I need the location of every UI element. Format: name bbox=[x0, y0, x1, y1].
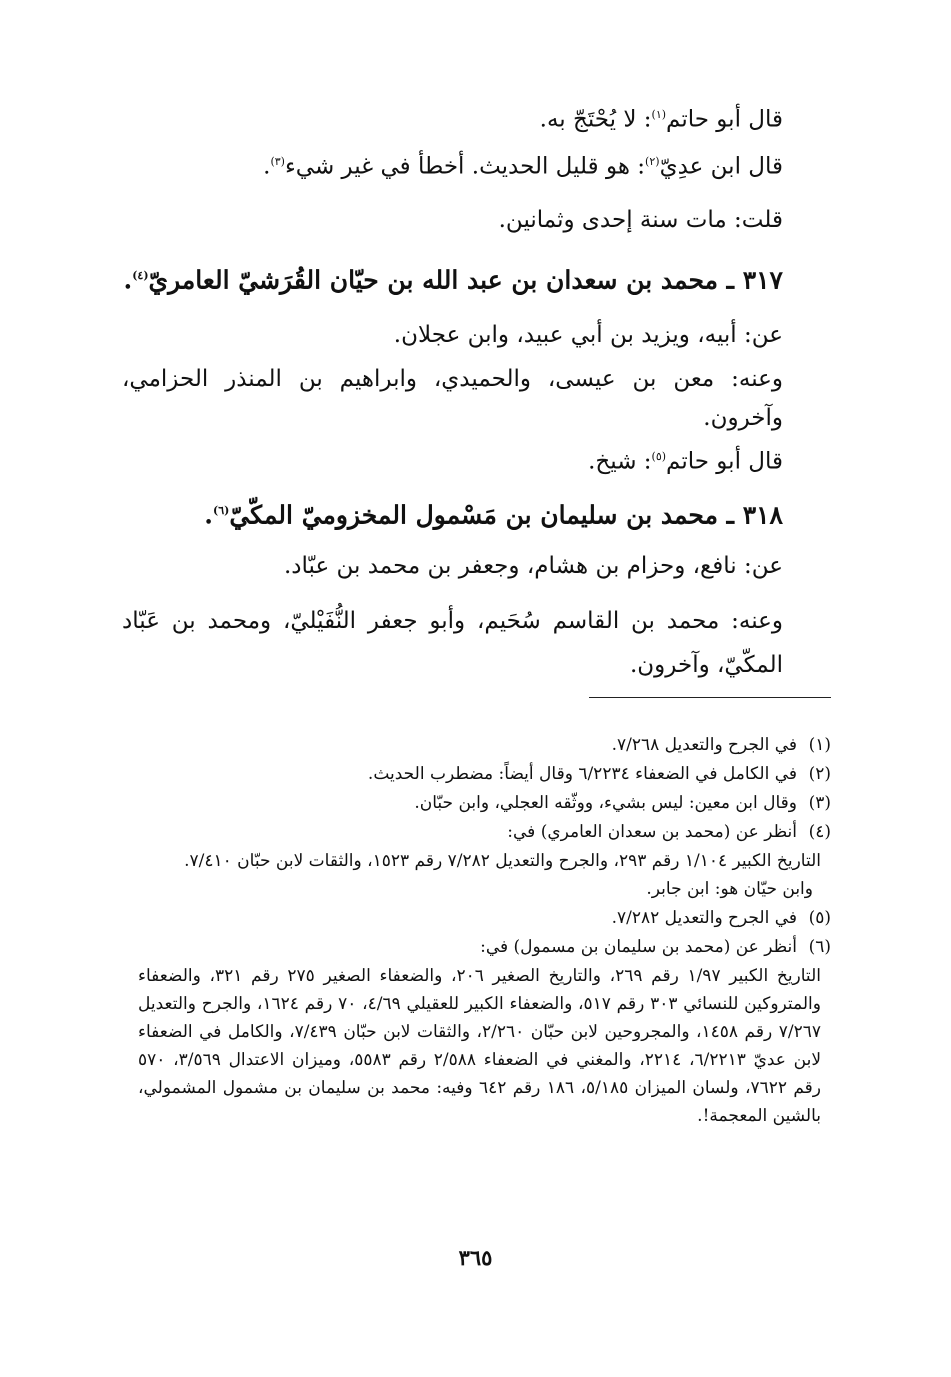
entry-text: قال أبو حاتم bbox=[666, 106, 783, 133]
footnote bbox=[138, 933, 831, 962]
entry-text: قال ابن عدِيّ bbox=[659, 153, 783, 180]
footnote-ref: (٣) bbox=[270, 154, 285, 168]
entry-text: . bbox=[263, 153, 271, 180]
footnote-text: في الكامل في الضعفاء ٦/٢٢٣٤ وقال أيضاً: مضطرب الحديث. bbox=[367, 764, 797, 784]
footnote-ref: (٥) bbox=[651, 449, 667, 463]
entry-paragraph bbox=[122, 599, 831, 687]
footnote-continuation: التاريخ الكبير ١/٩٧ رقم ٢٦٩، والتاريخ الصغير ٢٠٦، والضعفاء الصغير ٢٧٥ رقم ٣٢١، والضعفاء والمتروكين للنسائي ٣٠٣ رقم ٥١٧، والضعفاء الكبير للعقيلي ٤/٦٩، ٧٠ رقم ١٦٢٤، والجرح والتعديل ٧/٢٦٧ رقم ١٤٥٨، والمجروحين لابن حبّان ٢/٢٦٠، والثقات لابن حبّان ٧/٤٣٩، والكامل في الضعفاء لابن عديّ ٦/٢٢١٣، ٢٢١٤، والمغني في الضعفاء ٢/٥٨٨ رقم ٥٥٨٣، وميزان الاعتدال ٣/٥٦٩، ٥٧٠ رقم ٧٦٢٢، ولسان الميزان ٥/١٨٥، ١٨٦ رقم ٦٤٢ وفيه: محمد بن سليمان بن مشمول المشمولي، بالشين المعجمة!. bbox=[138, 966, 822, 1126]
footnote-text: في الجرح والتعديل ٧/٢٨٢. bbox=[611, 908, 797, 928]
entry-line bbox=[122, 442, 831, 477]
entry-text: : شيخ. bbox=[588, 448, 652, 475]
footnote-number: (٤) bbox=[808, 822, 831, 842]
footnote bbox=[138, 904, 831, 933]
heading-text: ٣١٧ ـ محمد بن سعدان بن عبد الله بن حيّان القُرَشيّ العامريّ bbox=[148, 265, 783, 295]
entry-line bbox=[122, 147, 831, 182]
entry-paragraph bbox=[122, 360, 831, 438]
footnote-ref: (٤) bbox=[132, 269, 149, 283]
footnote bbox=[138, 731, 831, 760]
entry-line bbox=[122, 205, 831, 235]
entry-text: قلت: مات سنة إحدى وثمانين. bbox=[498, 207, 783, 234]
entry-text: وعنه: معن بن عيسى، والحميدي، وابراهيم بن المنذر الحزامي، وآخرون. bbox=[122, 365, 783, 431]
heading-text: ٣١٨ ـ محمد بن سليمان بن مَسْمول المخزوميّ المكّيّ bbox=[229, 500, 783, 530]
footnote-number: (١) bbox=[808, 735, 831, 755]
footnote-ref: (٦) bbox=[212, 504, 230, 518]
footnote-number: (٣) bbox=[808, 793, 831, 813]
footnote-text: في الجرح والتعديل ٧/٢٦٨. bbox=[611, 735, 797, 755]
footnote-ref: (٢) bbox=[645, 154, 660, 168]
entry-line bbox=[122, 100, 831, 135]
footnote-number: (٦) bbox=[808, 937, 831, 957]
footnote bbox=[138, 760, 831, 789]
entry-text: عن: أبيه، ويزيد بن أبي عبيد، وابن عجلان. bbox=[393, 321, 783, 348]
footnote-number: (٢) bbox=[808, 764, 831, 784]
heading-text: . bbox=[123, 265, 133, 295]
footnote-subnote: وابن حيّان هو: ابن جابر. bbox=[646, 879, 813, 899]
entry-heading bbox=[122, 496, 831, 530]
heading-text: . bbox=[204, 500, 213, 530]
footnotes bbox=[138, 731, 831, 1130]
footnote-text: وقال ابن معين: ليس بشيء، ووثّقه العجلي، وابن حبّان. bbox=[414, 793, 797, 813]
entry-text: : هو قليل الحديث. أخطأ في غير شيء bbox=[284, 153, 646, 180]
entry-line bbox=[122, 551, 831, 581]
footnote-ref: (١) bbox=[651, 108, 667, 121]
footnote-divider bbox=[589, 697, 831, 698]
footnote-text: أنظر عن (محمد بن سعدان العامري) في: bbox=[507, 822, 797, 842]
footnote bbox=[138, 789, 831, 818]
footnote-continuation: التاريخ الكبير ١/١٠٤ رقم ٢٩٣، والجرح والتعديل ٧/٢٨٢ رقم ١٥٢٣، والثقات لابن حبّان ٧/٤١٠. bbox=[184, 851, 821, 871]
entry-text: عن: نافع، وحزام بن هشام، وجعفر بن محمد بن عبّاد. bbox=[283, 552, 783, 579]
entry-text: : لا يُحْتَجّ به. bbox=[539, 106, 652, 133]
entry-text: قال أبو حاتم bbox=[666, 448, 783, 475]
entry-text: وعنه: محمد بن القاسم سُحَيم، وأبو جعفر النُّفَيْليّ، ومحمد بن عَبّاد المكّيّ، وآخرون. bbox=[122, 607, 783, 678]
footnote-text: أنظر عن (محمد بن سليمان بن مسمول) في: bbox=[480, 937, 797, 957]
page-number: ٣٦٥ bbox=[458, 1245, 493, 1270]
footnote bbox=[138, 818, 831, 847]
entry-heading bbox=[122, 261, 831, 295]
main-text bbox=[122, 100, 831, 687]
footnote-number: (٥) bbox=[808, 908, 831, 928]
entry-line bbox=[122, 320, 831, 350]
